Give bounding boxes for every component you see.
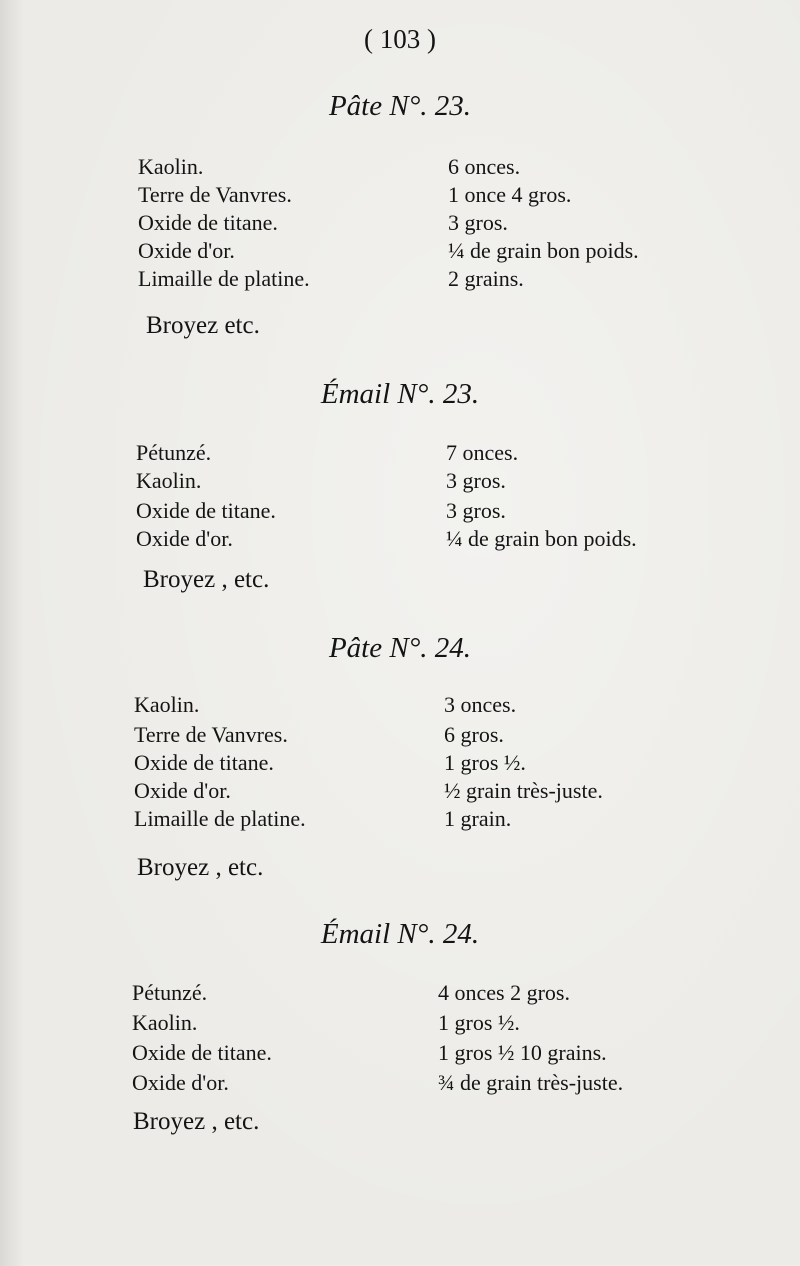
- ingredient-quantity: 1 grain.: [444, 806, 512, 831]
- ingredient-quantity: ¾ de grain très-juste.: [438, 1070, 624, 1095]
- ingredient-name: Limaille de platine.: [134, 806, 306, 831]
- ingredient-name: Kaolin.: [136, 468, 202, 493]
- ingredient-quantity: 3 gros.: [446, 498, 506, 523]
- instruction-text: Broyez , etc.: [143, 566, 270, 593]
- ingredient-quantity: 3 gros.: [446, 468, 506, 493]
- ingredient-quantity: 7 onces.: [446, 440, 519, 465]
- ingredient-name: Terre de Vanvres.: [134, 722, 288, 747]
- ingredient-name: Kaolin.: [132, 1010, 198, 1035]
- instruction-text: Broyez etc.: [146, 312, 260, 339]
- ingredient-quantity: 4 onces 2 gros.: [438, 980, 570, 1005]
- ingredient-quantity: 3 gros.: [448, 210, 508, 235]
- ingredient-name: Kaolin.: [138, 154, 204, 179]
- ingredient-name: Oxide de titane.: [134, 750, 274, 775]
- ingredient-quantity: 6 gros.: [444, 722, 504, 747]
- section-title-pate-23: Pâte N°. 23.: [328, 90, 472, 122]
- ingredient-name: Oxide d'or.: [136, 526, 233, 551]
- ingredient-name: Limaille de platine.: [138, 266, 310, 291]
- ingredient-quantity: ¼ de grain bon poids.: [448, 238, 639, 263]
- ingredient-quantity: 1 gros ½.: [438, 1010, 520, 1035]
- instruction-text: Broyez , etc.: [133, 1108, 260, 1135]
- ingredient-quantity: ¼ de grain bon poids.: [446, 526, 637, 551]
- ingredient-quantity: 3 onces.: [444, 692, 517, 717]
- ingredient-name: Oxide de titane.: [132, 1040, 272, 1065]
- ingredient-name: Pétunzé.: [132, 980, 208, 1005]
- ingredient-quantity: 6 onces.: [448, 154, 521, 179]
- ingredient-name: Pétunzé.: [136, 440, 212, 465]
- ingredient-name: Oxide d'or.: [134, 778, 231, 803]
- ingredient-name: Oxide d'or.: [138, 238, 235, 263]
- ingredient-name: Kaolin.: [134, 692, 200, 717]
- instruction-text: Broyez , etc.: [137, 854, 264, 881]
- ingredient-name: Oxide d'or.: [132, 1070, 229, 1095]
- ingredient-name: Terre de Vanvres.: [138, 182, 292, 207]
- ingredient-quantity: 2 grains.: [448, 266, 524, 291]
- section-title-email-24: Émail N°. 24.: [320, 918, 480, 950]
- ingredient-name: Oxide de titane.: [136, 498, 276, 523]
- ingredient-quantity: 1 gros ½.: [444, 750, 526, 775]
- ingredient-quantity: 1 gros ½ 10 grains.: [438, 1040, 607, 1065]
- page-number: ( 103 ): [364, 24, 436, 54]
- ingredient-quantity: ½ grain très-juste.: [444, 778, 603, 803]
- section-title-email-23: Émail N°. 23.: [320, 378, 480, 410]
- section-title-pate-24: Pâte N°. 24.: [328, 632, 472, 664]
- ingredient-name: Oxide de titane.: [138, 210, 278, 235]
- ingredient-quantity: 1 once 4 gros.: [448, 182, 572, 207]
